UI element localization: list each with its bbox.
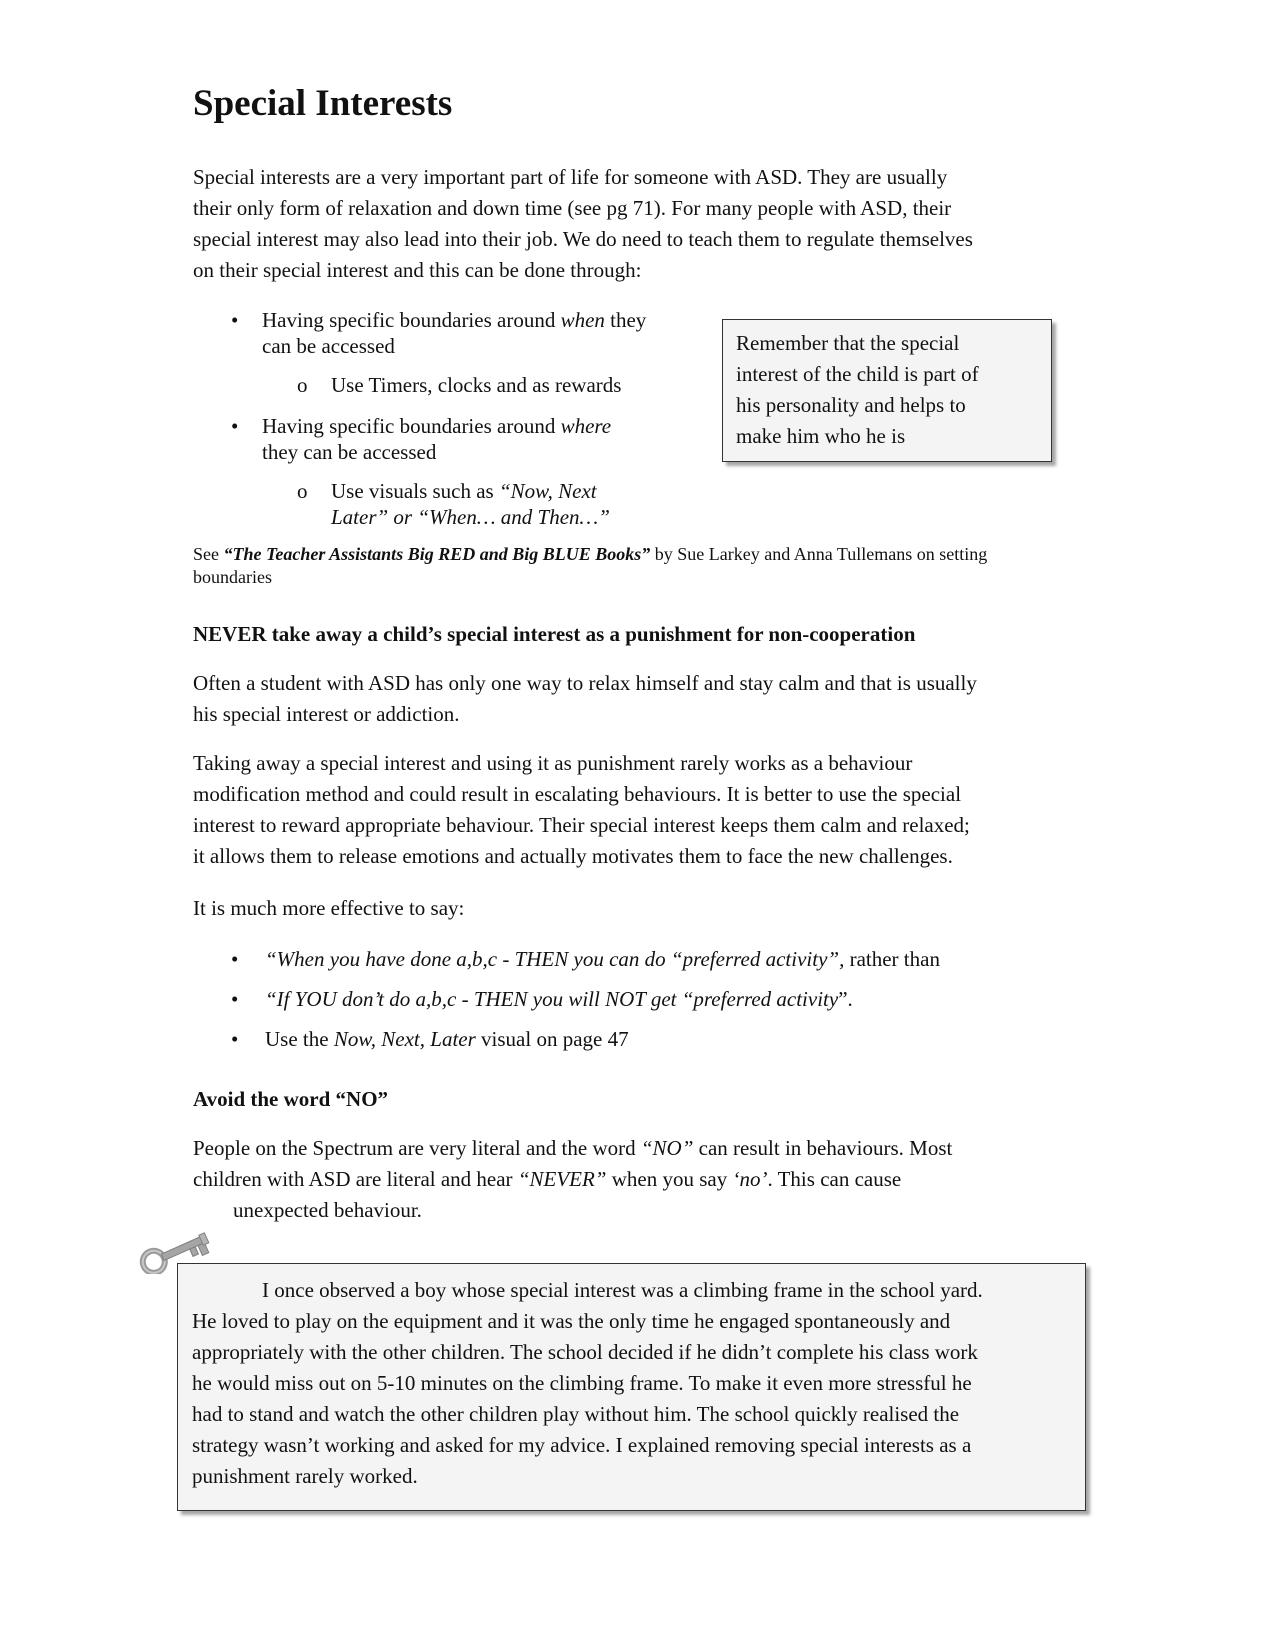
- anecdote-box: I once observed a boy whose special interest was a climbing frame in the school yard. He loved to play on the equipment and it was the only time he engaged spontaneously and appropriately with the other children. The school decided if he didn’t complete his class work he would miss out on 5-10 minutes on the climbing frame. To make it even more stressful he had to stand and watch the other children play without him. The school quickly realised the strategy wasn’t working and asked for my advice. I explained removing special interests as a punishment rarely worked.: [177, 1263, 1086, 1511]
- list-item: “If YOU don’t do a,b,c - THEN you will NOT get “preferred activity”.: [265, 987, 853, 1011]
- list-item: Having specific boundaries around where: [262, 414, 612, 438]
- list-item: “When you have done a,b,c - THEN you can do “preferred activity”, rather than: [265, 947, 940, 971]
- list-item-continuation: can be accessed: [262, 334, 395, 358]
- often-paragraph: Often a student with ASD has only one way to relax himself and stay calm and that is usually his special interest or addiction.: [193, 671, 977, 726]
- spectrum-paragraph: People on the Spectrum are very literal and the word “NO” can result in behaviours. Most children with ASD are literal and hear “NEVER” when you say ‘no’. This can cause unexpected behaviour.: [193, 1136, 953, 1222]
- sub-bullet-marker: o: [297, 479, 308, 503]
- page-title: Special Interests: [193, 83, 453, 124]
- intro-line-4: on their special interest and this can be done through:: [193, 258, 642, 282]
- note-line-3: his personality and helps to: [736, 393, 966, 417]
- sub-list-item: Use Timers, clocks and as rewards: [331, 373, 622, 397]
- avoid-no-heading: Avoid the word “NO”: [193, 1087, 389, 1111]
- note-line-2: interest of the child is part of: [736, 362, 979, 386]
- intro-line-2: their only form of relaxation and down time (see pg 71). For many people with ASD, their: [193, 196, 952, 220]
- list-item: Use the Now, Next, Later visual on page 47: [265, 1027, 629, 1051]
- sub-list-item-continuation: Later” or “When… and Then…”: [331, 505, 610, 529]
- bullet-marker: •: [231, 947, 239, 971]
- book-title: “The Teacher Assistants Big RED and Big BLUE Books”: [223, 544, 651, 564]
- intro-line-3: special interest may also lead into their job. We do need to teach them to regulate themselves: [193, 227, 973, 251]
- list-item: Having specific boundaries around when they: [262, 308, 647, 332]
- bullet-marker: •: [231, 414, 239, 438]
- intro-paragraph: [193, 162, 973, 286]
- bullet-marker: •: [231, 1027, 239, 1051]
- bullet-marker: •: [231, 308, 239, 332]
- list-item-continuation: they can be accessed: [262, 440, 437, 464]
- reminder-note-box: [722, 319, 1052, 462]
- intro-line-1: Special interests are a very important part of life for someone with ASD. They are usually: [193, 165, 948, 189]
- sub-bullet-marker: o: [297, 373, 308, 397]
- effective-intro: It is much more effective to say:: [193, 896, 465, 920]
- taking-paragraph: Taking away a special interest and using it as punishment rarely works as a behaviour modification method and could result in escalating behaviours. It is better to use the special interest to reward appropriate behaviour. Their special interest keeps them calm and relaxed; it allows them to release emotions and actually motivates them to face the new challenges.: [193, 751, 970, 868]
- note-line-4: make him who he is: [736, 424, 906, 448]
- book-reference: See “The Teacher Assistants Big RED and Big BLUE Books” by Sue Larkey and Anna Tullemans on setting boundaries: [193, 544, 988, 587]
- never-heading: NEVER take away a child’s special interest as a punishment for non-cooperation: [193, 622, 916, 646]
- note-line-1: Remember that the special: [736, 331, 960, 355]
- bullet-marker: •: [231, 987, 239, 1011]
- sub-list-item: Use visuals such as “Now, Next: [331, 479, 597, 503]
